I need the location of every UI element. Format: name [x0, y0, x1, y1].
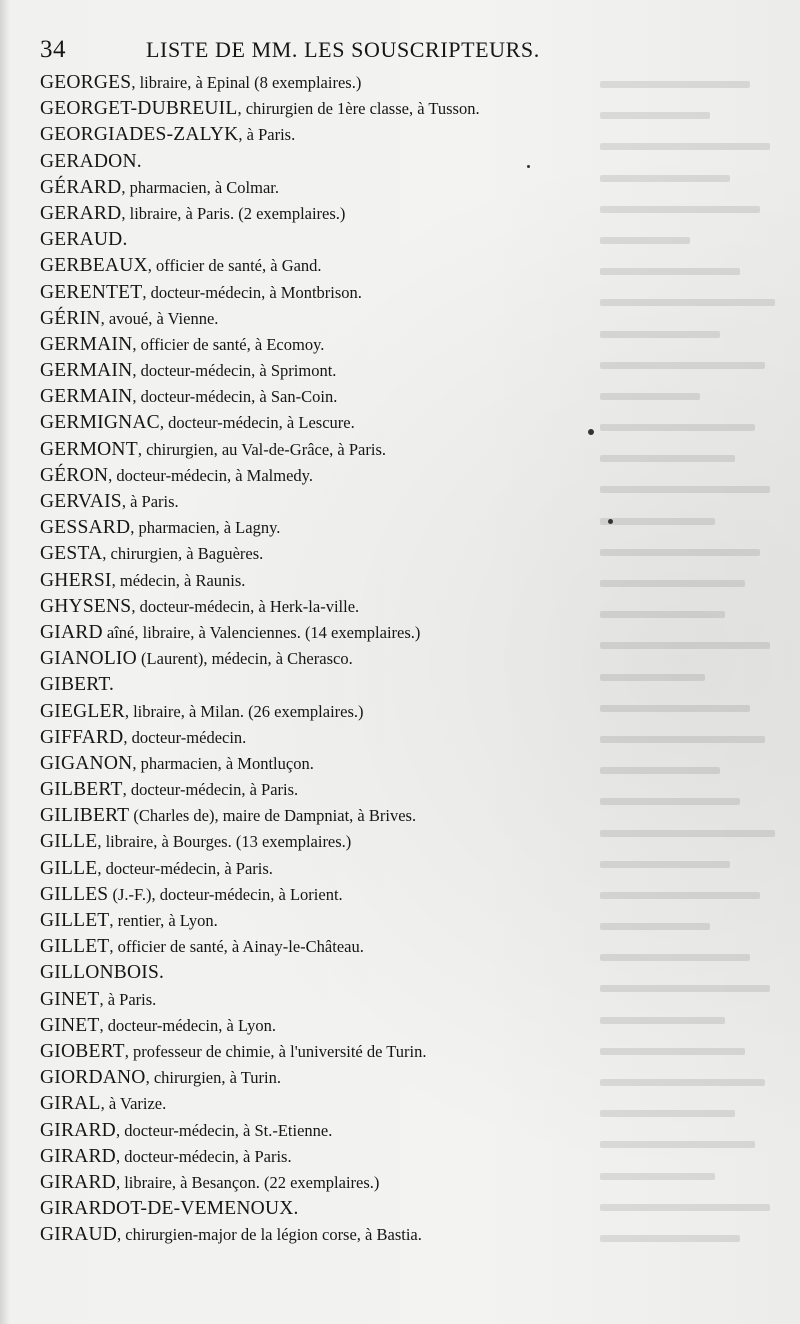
- subscriber-name: GILLET: [40, 910, 110, 931]
- subscriber-entry: [40, 306, 600, 332]
- subscriber-detail: (J.-F.), docteur-médecin, à Lorient.: [108, 884, 343, 904]
- subscriber-entry: [40, 463, 600, 489]
- subscriber-name: GESSARD: [40, 517, 131, 539]
- subscriber-detail: , à Varize.: [100, 1094, 167, 1114]
- subscriber-name: GESTA: [40, 543, 103, 565]
- subscriber-detail: , docteur-médecin, à Lescure.: [159, 413, 355, 433]
- subscriber-name: GIRARD: [40, 1171, 116, 1193]
- subscriber-entry: [40, 672, 600, 698]
- subscriber-entry: [40, 1196, 600, 1222]
- subscriber-entry: [40, 856, 600, 882]
- subscriber-detail: , officier de santé, à Ainay-le-Château.: [109, 937, 364, 957]
- subscriber-detail: , avoué, à Vienne.: [100, 308, 219, 328]
- subscriber-name: GHYSENS: [40, 595, 132, 617]
- subscriber-detail: , docteur-médecin.: [123, 727, 247, 747]
- subscriber-entry: [40, 777, 600, 803]
- subscriber-name: GIARD: [40, 621, 103, 643]
- subscriber-entry: [40, 568, 600, 594]
- subscriber-entry: [40, 620, 600, 646]
- subscriber-detail: (Laurent), médecin, à Cherasco.: [136, 649, 353, 669]
- subscriber-name: GEORGET-DUBREUIL: [40, 98, 238, 120]
- subscriber-name: GIBERT.: [40, 674, 115, 696]
- subscriber-name: GÉRON: [40, 464, 109, 486]
- subscriber-entry: [40, 332, 600, 358]
- subscriber-name: GILBERT: [40, 779, 123, 801]
- subscriber-entry: [40, 227, 600, 253]
- subscriber-entry: [40, 987, 600, 1013]
- subscriber-detail: , pharmacien, à Colmar.: [121, 177, 279, 197]
- subscriber-name: GIRARDOT-DE-VEMENOUX.: [40, 1198, 299, 1220]
- subscriber-name: GERADON.: [40, 150, 142, 172]
- subscriber-entry: [40, 725, 600, 751]
- subscriber-name: GINET: [40, 988, 100, 1010]
- subscriber-name: GERMIGNAC: [40, 412, 160, 434]
- subscriber-detail: , docteur-médecin, à Montbrison.: [142, 282, 362, 302]
- subscriber-detail: , docteur-médecin, à Herk-la-ville.: [131, 596, 360, 616]
- subscriber-detail: , chirurgien, au Val-de-Grâce, à Paris.: [137, 439, 386, 459]
- subscriber-name: GILLET: [40, 936, 110, 958]
- subscriber-entry: [40, 751, 600, 777]
- subscriber-detail: , officier de santé, à Ecomoy.: [132, 334, 325, 354]
- subscriber-entry: [40, 646, 600, 672]
- subscriber-detail: , pharmacien, à Lagny.: [130, 518, 281, 538]
- subscriber-name: GILLONBOIS.: [40, 962, 165, 984]
- subscriber-entry: [40, 1118, 600, 1144]
- subscriber-entry: [40, 882, 600, 908]
- subscriber-entry: [40, 489, 600, 515]
- subscriber-detail: , chirurgien-major de la légion corse, à Bastia.: [117, 1225, 422, 1245]
- ink-speck: [527, 165, 530, 168]
- subscriber-entry: [40, 122, 600, 148]
- subscriber-entry: [40, 541, 600, 567]
- subscriber-detail: , à Paris.: [238, 125, 296, 145]
- subscriber-name: GIRARD: [40, 1145, 116, 1167]
- subscriber-entry: [40, 1222, 600, 1248]
- subscriber-detail: , docteur-médecin, à St.-Etienne.: [115, 1120, 333, 1140]
- subscriber-detail: , docteur-médecin, à San-Coin.: [132, 387, 338, 407]
- subscriber-name: GEORGIADES-ZALYK: [40, 124, 239, 146]
- subscriber-entry: [40, 253, 600, 279]
- subscriber-detail: , libraire, à Bourges. (13 exemplaires.): [97, 832, 352, 852]
- subscriber-name: GERBEAUX: [40, 255, 148, 277]
- subscriber-detail: , docteur-médecin, à Malmedy.: [108, 465, 313, 485]
- ink-speck: [608, 519, 613, 524]
- subscriber-entry: [40, 149, 600, 175]
- subscriber-entry: [40, 437, 600, 463]
- subscriber-detail: , chirurgien, à Baguères.: [102, 544, 264, 564]
- subscriber-detail: , rentier, à Lyon.: [109, 911, 218, 930]
- subscriber-name: GERMAIN: [40, 333, 133, 355]
- subscriber-entry: [40, 70, 600, 96]
- subscriber-name: GÉRARD: [40, 176, 122, 198]
- page-edge-shadow: [0, 0, 10, 1324]
- subscriber-detail: aîné, libraire, à Valenciennes. (14 exemplaires.): [102, 622, 421, 642]
- page-number: 34: [40, 36, 66, 63]
- subscriber-entry: [40, 515, 600, 541]
- subscriber-detail: (Charles de), maire de Dampniat, à Brives.: [129, 806, 417, 826]
- subscriber-name: GILLE: [40, 831, 98, 853]
- subscriber-entry: [40, 1065, 600, 1091]
- subscriber-name: GERMAIN: [40, 360, 133, 382]
- subscriber-detail: , professeur de chimie, à l'université de Turin.: [124, 1041, 427, 1061]
- subscriber-name: GIRARD: [40, 1119, 116, 1141]
- subscriber-name: GILIBERT: [40, 805, 130, 827]
- subscriber-detail: , pharmacien, à Montluçon.: [132, 753, 314, 773]
- subscriber-name: GERVAIS: [40, 491, 122, 512]
- subscriber-name: GIFFARD: [40, 726, 124, 748]
- subscriber-name: GIOBERT: [40, 1040, 125, 1062]
- subscriber-entry: [40, 384, 600, 410]
- subscriber-entry: [40, 960, 600, 986]
- subscriber-entry: [40, 1013, 600, 1039]
- subscriber-detail: , libraire, à Milan. (26 exemplaires.): [124, 701, 364, 721]
- subscriber-entry: [40, 175, 600, 201]
- subscriber-detail: , chirurgien de 1ère classe, à Tusson.: [237, 99, 480, 119]
- subscriber-name: GIGANON: [40, 752, 133, 774]
- subscriber-list: [40, 70, 600, 1248]
- subscriber-name: GHERSI: [40, 569, 112, 591]
- page-header: [36, 34, 616, 68]
- subscriber-detail: , officier de santé, à Gand.: [147, 256, 322, 276]
- subscriber-entry: [40, 358, 600, 384]
- subscriber-name: GIANOLIO: [40, 648, 137, 670]
- subscriber-entry: [40, 96, 600, 122]
- subscriber-name: GERMAIN: [40, 386, 133, 408]
- subscriber-name: GILLES: [40, 883, 109, 905]
- subscriber-name: GEORGES: [40, 72, 132, 93]
- subscriber-detail: , à Paris.: [99, 989, 157, 1009]
- subscriber-entry: [40, 699, 600, 725]
- subscriber-detail: , docteur-médecin, à Lyon.: [99, 1015, 277, 1035]
- subscriber-detail: , libraire, à Besançon. (22 exemplaires.): [115, 1172, 380, 1192]
- subscriber-entry: [40, 1170, 600, 1196]
- subscriber-name: GIRAL: [40, 1093, 101, 1115]
- subscriber-detail: , docteur-médecin, à Paris.: [115, 1146, 292, 1166]
- subscriber-name: GIORDANO: [40, 1067, 146, 1089]
- subscriber-name: GIRAUD: [40, 1224, 118, 1246]
- subscriber-name: GERMONT: [40, 438, 138, 460]
- subscriber-name: GÉRIN: [40, 307, 101, 329]
- subscriber-entry: [40, 201, 600, 227]
- subscriber-entry: [40, 410, 600, 436]
- subscriber-name: GERAUD.: [40, 229, 128, 251]
- subscriber-name: GIEGLER: [40, 700, 125, 722]
- subscriber-entry: [40, 594, 600, 620]
- running-title: LISTE DE MM. LES SOUSCRIPTEURS.: [146, 37, 540, 62]
- subscriber-entry: [40, 280, 600, 306]
- subscriber-name: GILLE: [40, 857, 98, 879]
- subscriber-detail: , docteur-médecin, à Paris.: [122, 780, 299, 800]
- subscriber-entry: [40, 829, 600, 855]
- subscriber-detail: , chirurgien, à Turin.: [145, 1068, 281, 1088]
- subscriber-detail: , libraire, à Epinal (8 exemplaires.): [131, 73, 362, 92]
- subscriber-name: GINET: [40, 1014, 100, 1036]
- ink-speck: [588, 429, 594, 435]
- subscriber-entry: [40, 803, 600, 829]
- subscriber-name: GERENTET: [40, 281, 143, 303]
- subscriber-detail: , médecin, à Raunis.: [111, 570, 246, 590]
- subscriber-entry: [40, 908, 600, 934]
- subscriber-name: GERARD: [40, 202, 122, 224]
- subscriber-detail: , libraire, à Paris. (2 exemplaires.): [121, 203, 346, 223]
- subscriber-entry: [40, 1039, 600, 1065]
- subscriber-detail: , à Paris.: [121, 492, 179, 511]
- subscriber-entry: [40, 1144, 600, 1170]
- subscriber-detail: , docteur-médecin, à Sprimont.: [132, 361, 337, 381]
- subscriber-entry: [40, 1091, 600, 1117]
- subscriber-detail: , docteur-médecin, à Paris.: [97, 858, 273, 878]
- subscriber-entry: [40, 934, 600, 960]
